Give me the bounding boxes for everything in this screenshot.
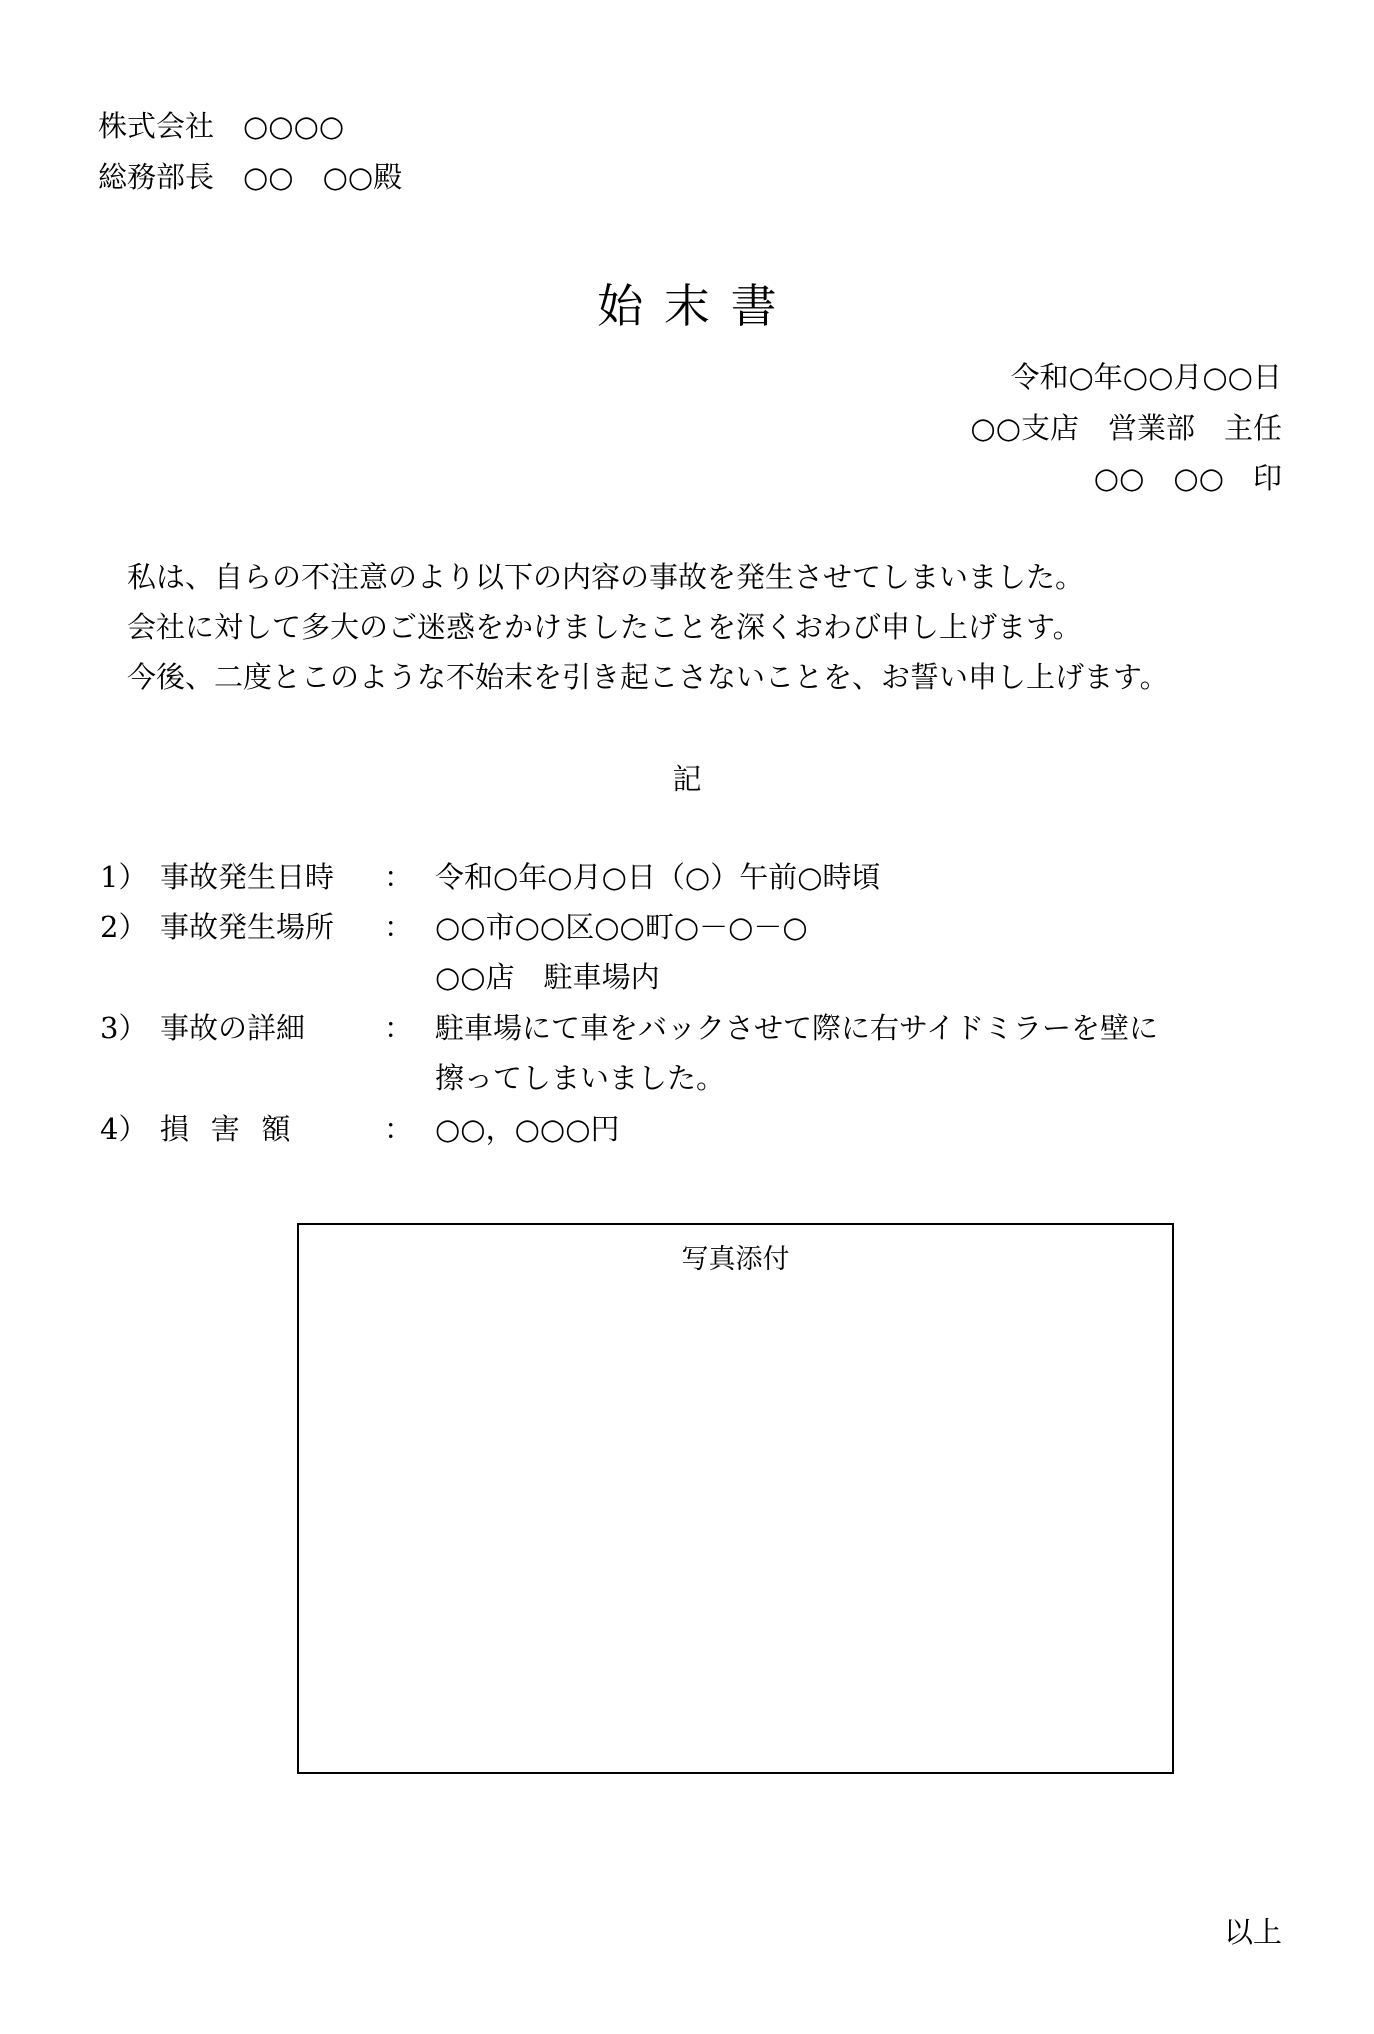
item-number: 1）: [100, 860, 148, 894]
recipient-person: 総務部長 ○○ ○○殿: [98, 160, 403, 194]
item-value-datetime: 令和○年○月○日（○）午前○時頃: [435, 860, 881, 894]
recipient-company: 株式会社 ○○○○: [98, 109, 345, 143]
photo-attachment-label: 写真添付: [681, 1244, 790, 1275]
apology-text-line: 私は、自らの不注意のより以下の内容の事故を発生させてしまいました。: [127, 560, 1085, 594]
item-label-datetime: 事故発生日時: [160, 860, 335, 894]
sender-department: ○○支店 営業部 主任: [970, 411, 1282, 445]
document-title: 始末書: [597, 279, 798, 333]
item-value-damage: ○○，○○○円: [435, 1112, 620, 1146]
document-date: 令和○年○○月○○日: [1010, 360, 1282, 394]
item-label-details: 事故の詳細: [160, 1011, 306, 1045]
item-value-details: 駐車場にて車をバックさせて際に右サイドミラーを壁に: [435, 1011, 1158, 1045]
item-colon: ：: [384, 860, 414, 894]
item-colon: ：: [384, 910, 414, 944]
photo-attachment-box: [297, 1223, 1174, 1774]
item-label-location: 事故発生場所: [160, 910, 335, 944]
item-value-details-line2: 擦ってしまいました。: [435, 1061, 726, 1095]
item-value-location: ○○市○○区○○町○－○－○: [435, 910, 808, 944]
closing-remark: 以上: [1223, 1915, 1282, 1949]
sender-name-seal: ○○ ○○ 印: [1093, 461, 1282, 495]
item-number: 2）: [100, 910, 148, 944]
record-heading: 記: [672, 762, 702, 796]
item-number: 3）: [100, 1011, 148, 1045]
apology-text-line: 会社に対して多大のご迷惑をかけましたことを深くおわび申し上げます。: [127, 610, 1082, 644]
item-label-damage: 損害額: [160, 1112, 313, 1146]
item-colon: ：: [384, 1112, 414, 1146]
item-number: 4）: [100, 1112, 148, 1146]
apology-text-line: 今後、二度とこのような不始末を引き起こさないことを、お誓い申し上げます。: [127, 660, 1169, 694]
item-colon: ：: [384, 1011, 414, 1045]
item-value-location-line2: ○○店 駐車場内: [435, 960, 660, 994]
